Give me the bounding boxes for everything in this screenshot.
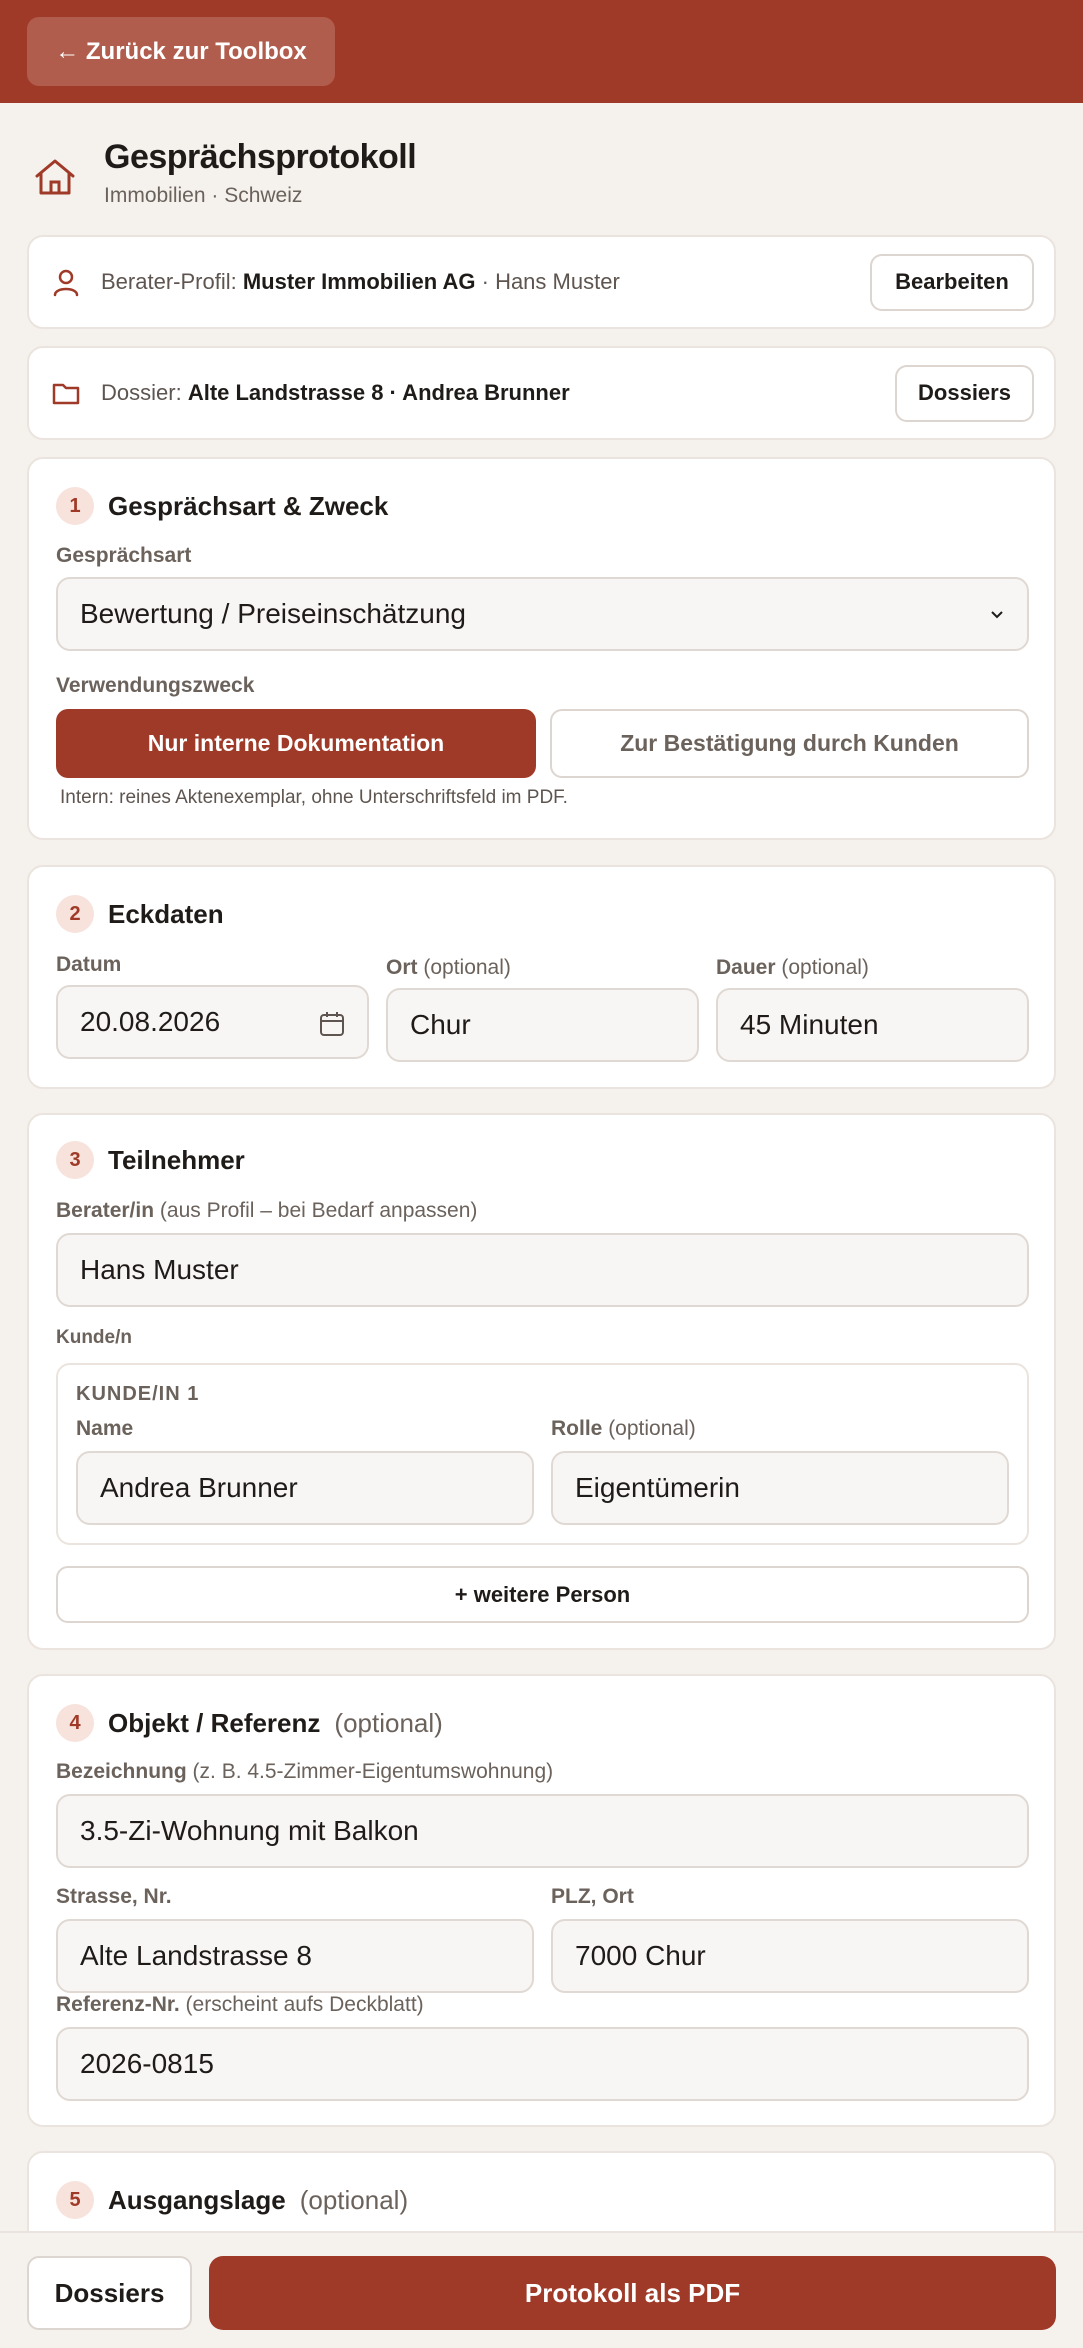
section-3-header xyxy=(56,1141,245,1179)
dossier-prefix: Dossier: xyxy=(101,380,182,405)
advisor-field-label xyxy=(56,1199,477,1223)
reference-value: 2026-0815 xyxy=(80,2048,214,2079)
home-icon xyxy=(34,158,76,196)
zip-city-label: PLZ, Ort xyxy=(551,1885,634,1908)
reference-input[interactable] xyxy=(56,2027,1029,2101)
zip-city-value: 7000 Chur xyxy=(575,1940,706,1971)
duration-label xyxy=(716,956,869,980)
section-optional: (optional) xyxy=(334,1707,443,1738)
section-number: 4 xyxy=(56,1704,94,1742)
purpose-internal-label: Nur interne Dokumentation xyxy=(147,730,445,756)
purpose-client-confirm-option[interactable] xyxy=(550,709,1029,778)
zip-city-input[interactable] xyxy=(551,1919,1029,1993)
date-label: Datum xyxy=(56,953,122,976)
section-object-reference xyxy=(27,1674,1056,2127)
section-title: Teilnehmer xyxy=(108,1144,245,1175)
place-label xyxy=(386,956,511,980)
advisor-input[interactable] xyxy=(56,1233,1029,1307)
clients-label: Kunde/n xyxy=(56,1327,132,1348)
client-card xyxy=(56,1363,1029,1545)
street-input[interactable] xyxy=(56,1919,534,1993)
section-5-header xyxy=(56,2181,408,2219)
section-number: 2 xyxy=(56,895,94,933)
client-name-label: Name xyxy=(76,1417,134,1440)
section-2-header xyxy=(56,895,224,933)
dossier-card xyxy=(27,346,1056,440)
section-conversation-type xyxy=(27,457,1056,840)
purpose-internal-option[interactable] xyxy=(56,709,536,778)
back-button-label: ← Zurück zur Toolbox xyxy=(55,37,307,65)
section-title: Objekt / Referenz xyxy=(108,1707,321,1738)
profile-advisor: · Hans Muster xyxy=(481,269,620,294)
advisor-profile-text xyxy=(101,269,870,295)
dossier-value: Alte Landstrasse 8 · Andrea Brunner xyxy=(187,380,570,405)
conversation-type-select[interactable] xyxy=(56,577,1029,651)
role-optional: (optional) xyxy=(608,1417,696,1440)
description-input[interactable] xyxy=(56,1794,1029,1868)
duration-input[interactable] xyxy=(716,988,1029,1062)
client-card-title: KUNDE/IN 1 xyxy=(76,1383,200,1405)
place-value: Chur xyxy=(410,1009,471,1040)
section-title: Ausgangslage xyxy=(108,2184,286,2215)
advisor-value: Hans Muster xyxy=(80,1254,239,1285)
date-input[interactable] xyxy=(56,985,369,1059)
description-value: 3.5-Zi-Wohnung mit Balkon xyxy=(80,1815,419,1846)
section-key-data xyxy=(27,865,1056,1089)
export-pdf-label: Protokoll als PDF xyxy=(524,2277,741,2308)
back-to-toolbox-button[interactable] xyxy=(27,17,335,86)
section-number: 3 xyxy=(56,1141,94,1179)
section-1-header xyxy=(56,487,388,525)
calendar-icon[interactable] xyxy=(319,1011,345,1037)
description-optional: (z. B. 4.5-Zimmer-Eigentumswohnung) xyxy=(192,1760,554,1783)
edit-label: Bearbeiten xyxy=(895,269,1009,294)
top-bar xyxy=(0,0,1083,103)
footer-dossiers-label: Dossiers xyxy=(54,2277,165,2308)
purpose-hint: Intern: reines Aktenexemplar, ohne Unterschriftsfeld im PDF. xyxy=(60,787,568,808)
dossiers-label: Dossiers xyxy=(918,380,1011,405)
place-input[interactable] xyxy=(386,988,699,1062)
client-role-label xyxy=(551,1417,696,1441)
date-value: 20.08.2026 xyxy=(80,1006,221,1037)
client-role-value: Eigentümerin xyxy=(575,1472,740,1503)
chevron-down-icon xyxy=(989,607,1005,623)
section-number: 1 xyxy=(56,487,94,525)
section-4-header xyxy=(56,1704,443,1742)
street-label: Strasse, Nr. xyxy=(56,1885,172,1908)
client-name-input[interactable] xyxy=(76,1451,534,1525)
purpose-label: Verwendungszweck xyxy=(56,674,255,697)
dossier-text xyxy=(101,380,895,406)
client-role-input[interactable] xyxy=(551,1451,1009,1525)
footer-dossiers-button[interactable] xyxy=(27,2256,192,2330)
street-value: Alte Landstrasse 8 xyxy=(80,1940,312,1971)
conversation-type-label: Gesprächsart xyxy=(56,544,192,567)
section-participants xyxy=(27,1113,1056,1650)
add-person-label: + weitere Person xyxy=(454,1581,631,1607)
duration-optional: (optional) xyxy=(781,956,869,979)
page-header xyxy=(34,138,1054,213)
reference-label xyxy=(56,1993,424,2017)
page-title: Gesprächsprotokoll xyxy=(104,138,417,176)
section-title: Eckdaten xyxy=(108,898,224,929)
section-optional: (optional) xyxy=(299,2184,409,2215)
dossiers-button[interactable] xyxy=(895,365,1034,422)
user-icon xyxy=(51,267,81,297)
profile-prefix: Berater-Profil: xyxy=(101,269,237,294)
page-subtitle: Immobilien · Schweiz xyxy=(104,184,303,207)
advisor-optional: (aus Profil – bei Bedarf anpassen) xyxy=(159,1199,478,1222)
reference-label-text: Referenz-Nr. xyxy=(56,1993,180,2016)
export-pdf-button[interactable] xyxy=(209,2256,1056,2330)
description-label xyxy=(56,1760,553,1784)
profile-company: Muster Immobilien AG xyxy=(242,269,476,294)
folder-icon xyxy=(51,378,81,408)
advisor-profile-card xyxy=(27,235,1056,329)
duration-label-text: Dauer xyxy=(716,956,776,979)
description-label-text: Bezeichnung xyxy=(56,1760,187,1783)
purpose-client-label: Zur Bestätigung durch Kunden xyxy=(620,730,959,756)
section-number: 5 xyxy=(56,2181,94,2219)
advisor-label-text: Berater/in xyxy=(56,1199,155,1222)
client-name-value: Andrea Brunner xyxy=(100,1472,298,1503)
role-label-text: Rolle xyxy=(551,1417,603,1440)
bottom-action-bar xyxy=(0,2231,1083,2348)
reference-optional: (erscheint aufs Deckblatt) xyxy=(185,1993,424,2016)
place-label-text: Ort xyxy=(386,956,418,979)
edit-profile-button[interactable] xyxy=(870,254,1034,311)
conversation-type-value: Bewertung / Preiseinschätzung xyxy=(80,598,466,629)
section-title: Gesprächsart & Zweck xyxy=(108,490,389,521)
add-person-button[interactable] xyxy=(56,1566,1029,1623)
duration-value: 45 Minuten xyxy=(740,1009,879,1040)
place-optional: (optional) xyxy=(423,956,511,979)
